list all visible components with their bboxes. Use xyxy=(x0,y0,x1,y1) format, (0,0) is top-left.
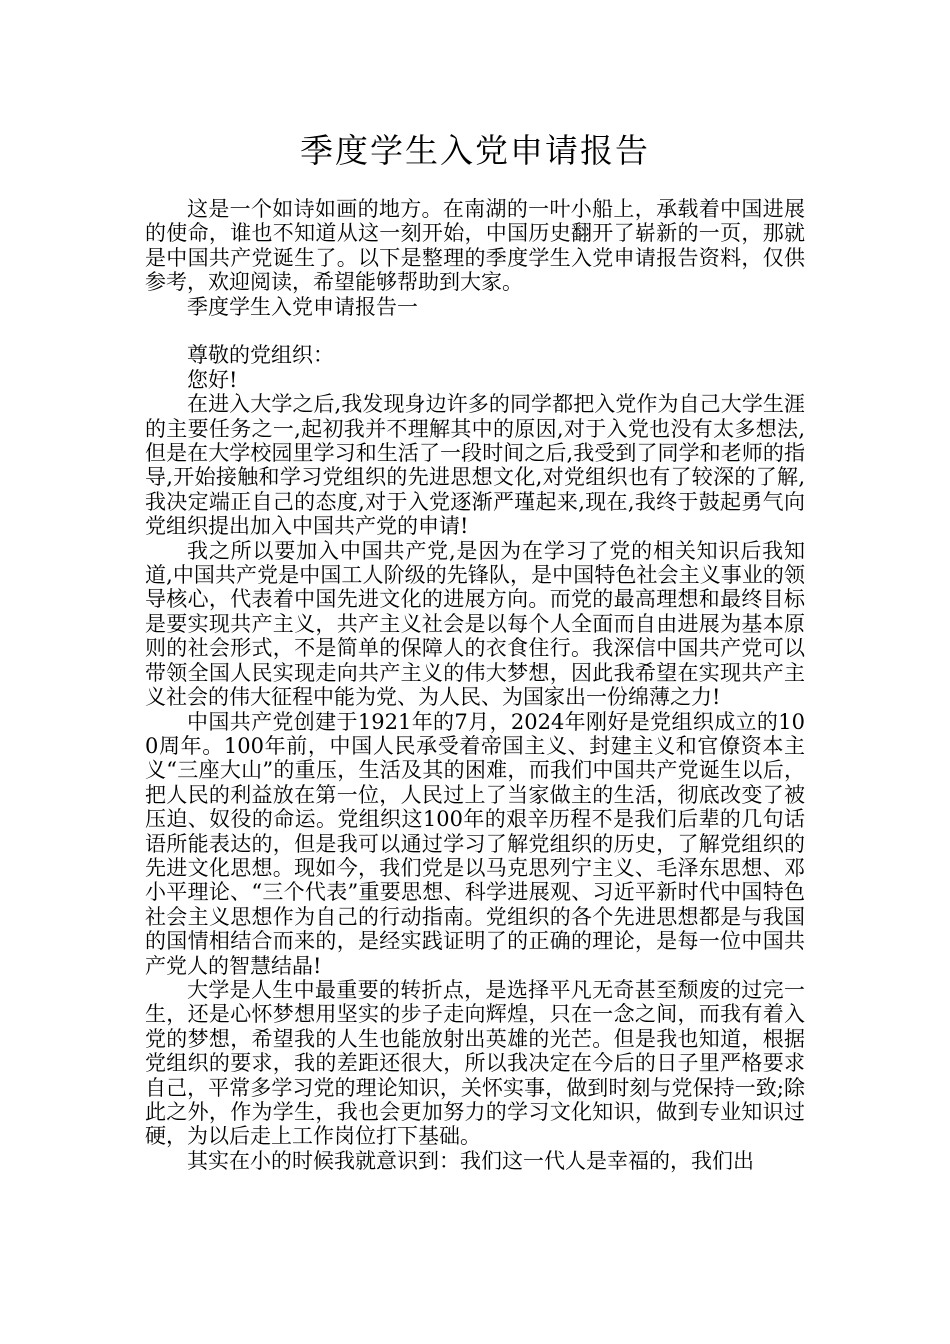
blank-line xyxy=(145,319,805,343)
body-paragraph: 其实在小的时候我就意识到：我们这一代人是幸福的，我们出 xyxy=(187,1148,754,1173)
body-paragraph: 大学是人生中最重要的转折点，是选择平凡无奇甚至颓废的过完一生，还是心怀梦想用坚实的步子走向辉煌，只在一念之间，而我有着入党的梦想，希望我的人生也能放射出英雄的光芒。但是我也知道，根据党组织的要求，我的差距还很大，所以我决定在今后的日子里严格要求自己，平常多学习党的理论知识，关怀实事，做到时刻与党保持一致;除此之外，作为学生，我也会更加努力的学习文化知识，做到专业知识过硬，为以后走上工作岗位打下基础。 xyxy=(145,977,805,1149)
intro-paragraph: 这是一个如诗如画的地方。在南湖的一叶小船上，承载着中国进展的使命，谁也不知道从这一刻开始，中国历史翻开了崭新的一页，那就是中国共产党诞生了。以下是整理的季度学生入党申请报告资料，仅供参考，欢迎阅读，希望能够帮助到大家。 xyxy=(145,197,805,295)
greeting: 您好! xyxy=(187,367,238,392)
section-heading: 季度学生入党申请报告一 xyxy=(187,294,418,319)
document-body xyxy=(145,197,805,1173)
document-title: 季度学生入党申请报告 xyxy=(300,131,650,170)
body-paragraph: 中国共产党创建于1921年的7月，2024年刚好是党组织成立的100周年。100年前，中国人民承受着帝国主义、封建主义和官僚资本主义“三座大山”的重压，生活及其的困难，而我们中国共产党诞生以后，把人民的利益放在第一位，人民过上了当家做主的生活，彻底改变了被压迫、奴役的命运。党组织这100年的艰辛历程不是我们后辈的几句话语所能表达的，但是我可以通过学习了解党组织的历史，了解党组织的先进文化思想。现如今，我们党是以马克思列宁主义、毛泽东思想、邓小平理论、“三个代表”重要思想、科学进展观、习近平新时代中国特色社会主义思想作为自己的行动指南。党组织的各个先进思想都是与我国的国情相结合而来的，是经实践证明了的正确的理论，是每一位中国共产党人的智慧结晶! xyxy=(145,709,805,978)
salutation: 尊敬的党组织： xyxy=(187,343,334,368)
body-paragraph: 我之所以要加入中国共产党,是因为在学习了党的相关知识后我知道,中国共产党是中国工人阶级的先锋队，是中国特色社会主义事业的领导核心，代表着中国先进文化的进展方向。而党的最高理想和最终目标是要实现共产主义，共产主义社会是以每个人全面而自由进展为基本原则的社会形式，不是简单的保障人的衣食住行。我深信中国共产党可以带领全国人民实现走向共产主义的伟大梦想，因此我希望在实现共产主义社会的伟大征程中能为党、为人民、为国家出一份绵薄之力! xyxy=(145,538,805,710)
body-paragraph: 在进入大学之后,我发现身边许多的同学都把入党作为自己大学生涯的主要任务之一,起初我并不理解其中的原因,对于入党也没有太多想法,但是在大学校园里学习和生活了一段时间之后,我受到了同学和老师的指导,开始接触和学习党组织的先进思想文化,对党组织也有了较深的了解,我决定端正自己的态度,对于入党逐渐严瑾起来,现在,我终于鼓起勇气向党组织提出加入中国共产党的申请! xyxy=(145,392,805,539)
